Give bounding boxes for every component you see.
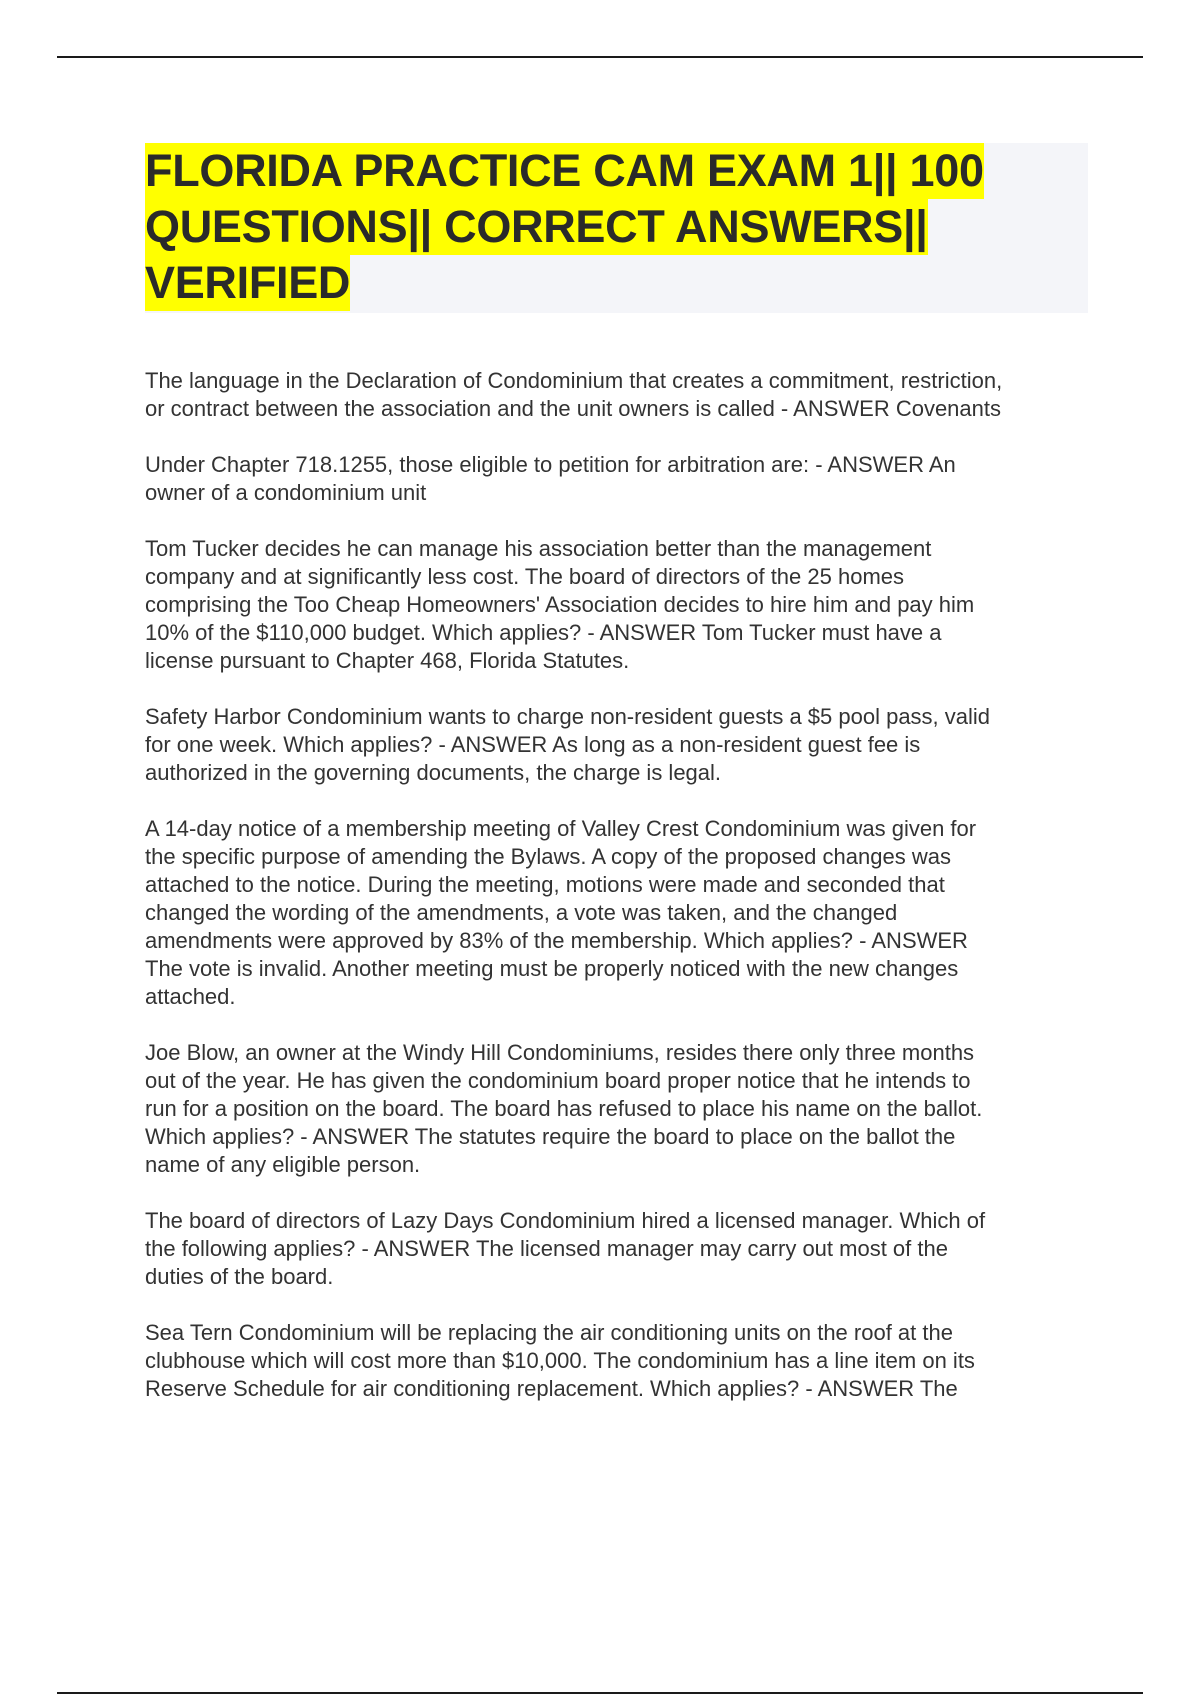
qa-line: the specific purpose of amending the Bylaws. A copy of the proposed changes was (145, 844, 951, 869)
qa-item (145, 703, 1095, 787)
qa-line: run for a position on the board. The board has refused to place his name on the ballot. (145, 1096, 983, 1121)
document-title (145, 143, 1088, 311)
qa-line: the following applies? - ANSWER The licensed manager may carry out most of the (145, 1236, 948, 1261)
qa-line: Which applies? - ANSWER The statutes require the board to place on the ballot the (145, 1124, 956, 1149)
qa-item (145, 1319, 1095, 1403)
qa-line: Joe Blow, an owner at the Windy Hill Condominiums, resides there only three months (145, 1040, 975, 1065)
qa-line: A 14-day notice of a membership meeting of Valley Crest Condominium was given for (145, 816, 977, 841)
qa-line: duties of the board. (145, 1264, 334, 1289)
qa-line: clubhouse which will cost more than $10,000. The condominium has a line item on its (145, 1348, 975, 1373)
qa-item (145, 367, 1095, 423)
qa-item (145, 815, 1095, 1011)
question-answer-list (145, 367, 1095, 1431)
qa-line: attached. (145, 984, 236, 1009)
qa-line: for one week. Which applies? - ANSWER As long as a non-resident guest fee is (145, 732, 921, 757)
qa-line: Safety Harbor Condominium wants to charge non-resident guests a $5 pool pass, valid (145, 704, 991, 729)
qa-item (145, 451, 1095, 507)
qa-line: comprising the Too Cheap Homeowners' Association decides to hire him and pay him (145, 592, 975, 617)
qa-line: The vote is invalid. Another meeting must be properly noticed with the new changes (145, 956, 959, 981)
qa-line: The board of directors of Lazy Days Condominium hired a licensed manager. Which of (145, 1208, 986, 1233)
qa-line: attached to the notice. During the meeting, motions were made and seconded that (145, 872, 945, 897)
qa-line: changed the wording of the amendments, a vote was taken, and the changed (145, 900, 898, 925)
qa-line: out of the year. He has given the condominium board proper notice that he intends to (145, 1068, 971, 1093)
title-block (145, 143, 1088, 313)
qa-line: or contract between the association and the unit owners is called - ANSWER Covenants (145, 396, 1002, 421)
qa-line: license pursuant to Chapter 468, Florida Statutes. (145, 648, 630, 673)
qa-line: 10% of the $110,000 budget. Which applies? - ANSWER Tom Tucker must have a (145, 620, 942, 645)
bottom-rule (57, 1692, 1143, 1694)
qa-line: Reserve Schedule for air conditioning replacement. Which applies? - ANSWER The (145, 1376, 958, 1401)
top-rule (57, 56, 1143, 58)
title-line-2: QUESTIONS|| CORRECT ANSWERS|| (145, 199, 928, 255)
qa-line: Tom Tucker decides he can manage his association better than the management (145, 536, 932, 561)
qa-line: owner of a condominium unit (145, 480, 427, 505)
qa-item (145, 535, 1095, 675)
qa-line: company and at significantly less cost. The board of directors of the 25 homes (145, 564, 904, 589)
title-line-1: FLORIDA PRACTICE CAM EXAM 1|| 100 (145, 143, 984, 199)
qa-line: authorized in the governing documents, the charge is legal. (145, 760, 722, 785)
qa-line: Sea Tern Condominium will be replacing the air conditioning units on the roof at the (145, 1320, 953, 1345)
qa-item (145, 1039, 1095, 1179)
title-line-3: VERIFIED (145, 255, 350, 311)
qa-line: amendments were approved by 83% of the membership. Which applies? - ANSWER (145, 928, 968, 953)
qa-line: Under Chapter 718.1255, those eligible to petition for arbitration are: - ANSWER An (145, 452, 956, 477)
qa-line: The language in the Declaration of Condominium that creates a commitment, restriction, (145, 368, 1003, 393)
qa-line: name of any eligible person. (145, 1152, 421, 1177)
qa-item (145, 1207, 1095, 1291)
